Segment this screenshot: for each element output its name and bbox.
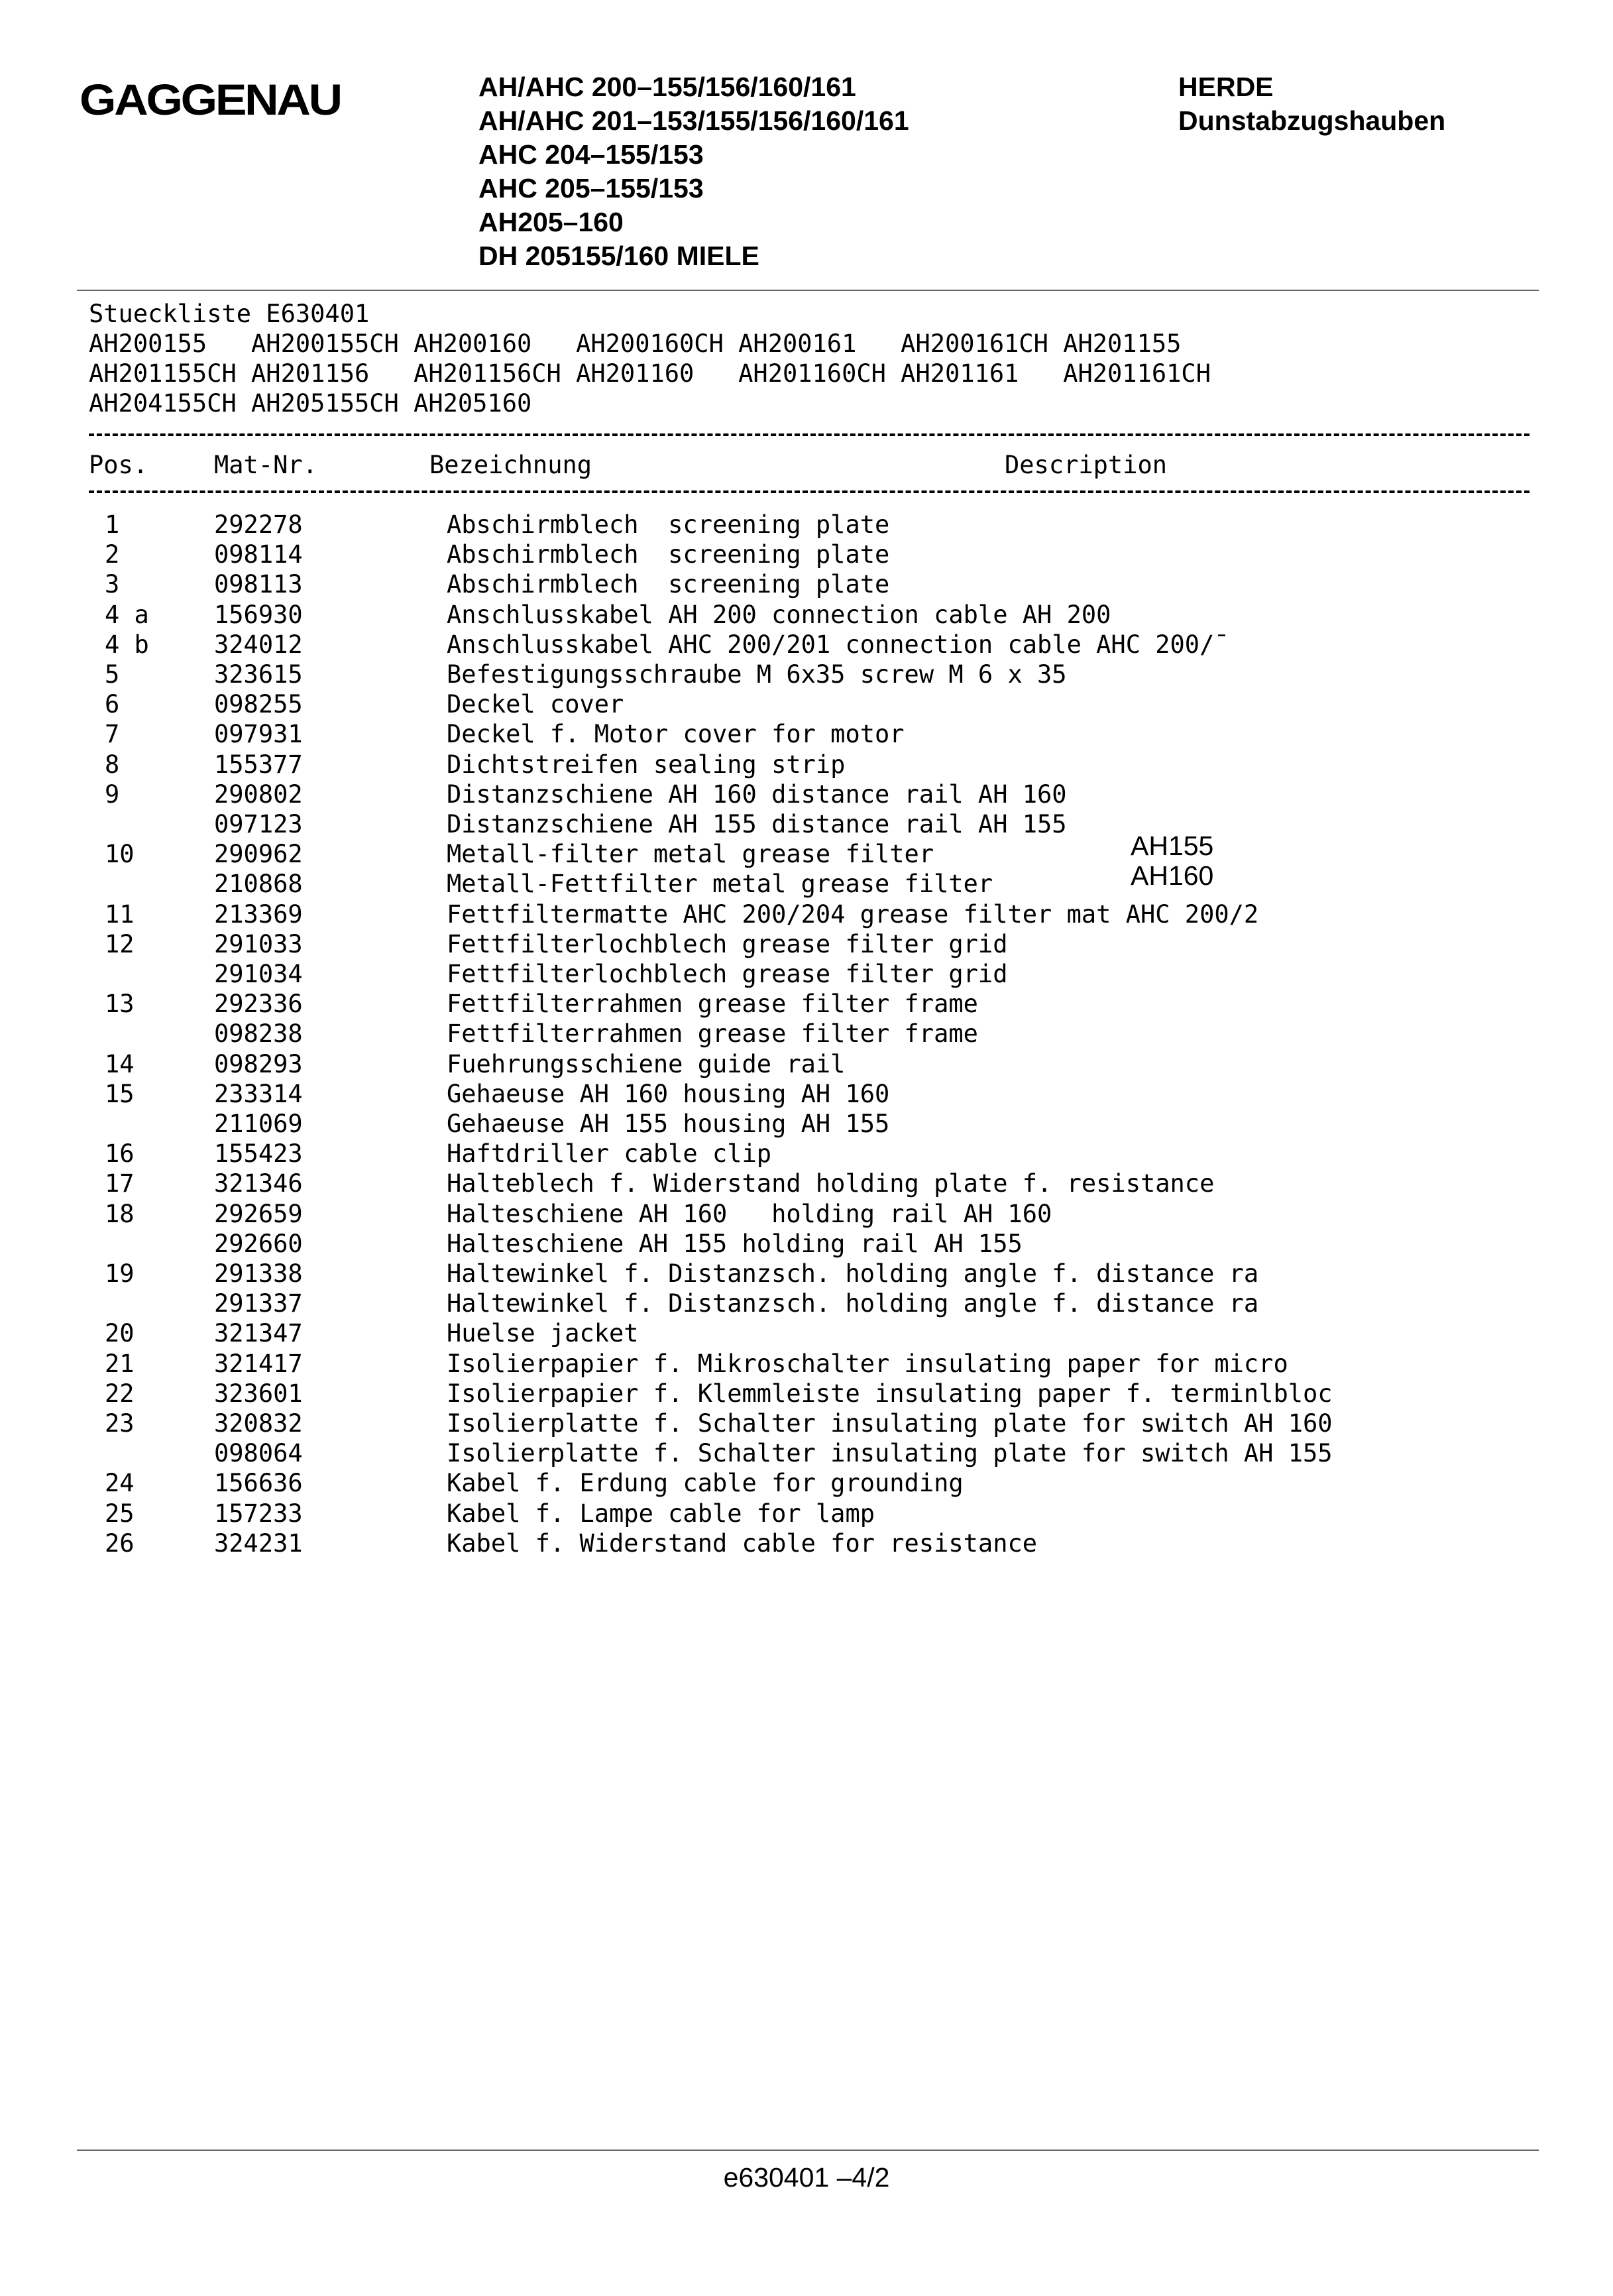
row-position: 26 (105, 1528, 135, 1558)
row-material-number: 292278 (214, 510, 303, 539)
row-description: Isolierpapier f. Klemmleiste insulating paper f. terminlbloc (447, 1379, 1333, 1408)
brand-logo: GAGGENAU (80, 75, 341, 124)
row-description: Halteschiene AH 155 holding rail AH 155 (447, 1229, 1023, 1258)
row-position: 17 (105, 1169, 135, 1198)
row-position: 1 (105, 510, 120, 539)
row-material-number: 324231 (214, 1528, 303, 1558)
row-position: 18 (105, 1199, 135, 1228)
row-material-number: 320832 (214, 1409, 303, 1438)
row-material-number: 291034 (214, 960, 303, 988)
row-position: 2 (105, 540, 120, 569)
column-header-bezeichnung: Bezeichnung (429, 451, 592, 479)
row-position: 21 (105, 1349, 135, 1378)
row-position: 23 (105, 1409, 135, 1438)
row-description: Halteblech f. Widerstand holding plate f. resistance (447, 1169, 1215, 1198)
column-header-description: Description (1005, 451, 1168, 479)
row-material-number: 097123 (214, 810, 303, 838)
row-description: Kabel f. Erdung cable for grounding (447, 1469, 964, 1498)
row-material-number: 292660 (214, 1229, 303, 1258)
row-description: Gehaeuse AH 160 housing AH 160 (447, 1079, 890, 1108)
row-description: Deckel cover (447, 690, 624, 719)
row-description: Haltewinkel f. Distanzsch. holding angle f. distance ra (447, 1259, 1259, 1288)
row-position: 14 (105, 1049, 135, 1078)
row-description: Gehaeuse AH 155 housing AH 155 (447, 1110, 890, 1138)
row-material-number: 211069 (214, 1110, 303, 1138)
page-reference: e630401 –4/2 (723, 2162, 890, 2193)
row-material-number: 323615 (214, 660, 303, 689)
row-material-number: 291338 (214, 1259, 303, 1288)
partslist-models-line: AH201155CH AH201156 AH201156CH AH201160 AH201160CH AH201161 AH201161CH (89, 359, 1211, 388)
row-position: 8 (105, 750, 120, 779)
row-description: Dichtstreifen sealing strip (447, 750, 846, 779)
row-description: Isolierpapier f. Mikroschalter insulating paper for micro (447, 1349, 1288, 1378)
row-description: Fettfilterrahmen grease filter frame (447, 1019, 978, 1049)
row-position: 19 (105, 1259, 135, 1288)
row-material-number: 098113 (214, 570, 303, 599)
row-description: Fettfilterlochblech grease filter grid (447, 929, 1008, 958)
row-material-number: 098238 (214, 1019, 303, 1049)
model-line: AH205–160 (478, 207, 624, 237)
row-position: 25 (105, 1499, 135, 1528)
row-description: Kabel f. Lampe cable for lamp (447, 1499, 875, 1528)
row-material-number: 155377 (214, 750, 303, 779)
partslist-models-line: AH204155CH AH205155CH AH205160 (89, 389, 532, 418)
dashed-separator (89, 490, 1530, 493)
row-description: Befestigungsschraube M 6x35 screw M 6 x 35 (447, 660, 1067, 689)
row-material-number: 292336 (214, 990, 303, 1019)
row-material-number: 210868 (214, 870, 303, 899)
model-list (478, 70, 909, 273)
column-header-pos: Pos. (89, 451, 148, 479)
filter-note-ah160: AH160 (1131, 860, 1214, 891)
row-material-number: 098064 (214, 1439, 303, 1468)
model-line: AH/AHC 201–153/155/156/160/161 (478, 105, 909, 136)
row-material-number: 292659 (214, 1199, 303, 1228)
row-position: 7 (105, 720, 120, 749)
row-description: Fettfiltermatte AHC 200/204 grease filter mat AHC 200/2 (447, 899, 1259, 929)
row-description: Distanzschiene AH 160 distance rail AH 160 (447, 779, 1067, 809)
row-description: Kabel f. Widerstand cable for resistance (447, 1528, 1038, 1558)
row-description: Isolierplatte f. Schalter insulating plate for switch AH 155 (447, 1439, 1333, 1468)
row-material-number: 323601 (214, 1379, 303, 1408)
row-position: 22 (105, 1379, 135, 1408)
row-position: 20 (105, 1319, 135, 1348)
row-position: 5 (105, 660, 120, 689)
row-description: Abschirmblech screening plate (447, 510, 890, 539)
category-subtitle: Dunstabzugshauben (1178, 105, 1446, 136)
model-line: DH 205155/160 MIELE (478, 241, 759, 271)
row-material-number: 098114 (214, 540, 303, 569)
row-material-number: 321417 (214, 1349, 303, 1378)
row-material-number: 321347 (214, 1319, 303, 1348)
row-material-number: 321346 (214, 1169, 303, 1198)
row-material-number: 290962 (214, 840, 303, 869)
row-material-number: 157233 (214, 1499, 303, 1528)
row-description: Fettfilterrahmen grease filter frame (447, 990, 978, 1019)
row-position: 10 (105, 840, 135, 869)
row-position: 16 (105, 1139, 135, 1169)
row-position: 24 (105, 1469, 135, 1498)
row-material-number: 213369 (214, 899, 303, 929)
row-position: 11 (105, 899, 135, 929)
row-description: Huelse jacket (447, 1319, 639, 1348)
footer-divider (77, 2150, 1539, 2151)
row-position: 13 (105, 990, 135, 1019)
row-description: Metall-filter metal grease filter (447, 840, 934, 869)
row-material-number: 098293 (214, 1049, 303, 1078)
row-description: Metall-Fettfilter metal grease filter (447, 870, 993, 899)
row-material-number: 097931 (214, 720, 303, 749)
row-description: Fettfilterlochblech grease filter grid (447, 960, 1008, 988)
dashed-separator (89, 433, 1530, 436)
row-material-number: 324012 (214, 630, 303, 659)
row-position: 6 (105, 690, 120, 719)
filter-note-ah155: AH155 (1131, 831, 1214, 861)
row-description: Fuehrungsschiene guide rail (447, 1049, 846, 1078)
row-description: Haltewinkel f. Distanzsch. holding angle f. distance ra (447, 1289, 1259, 1318)
row-description: Halteschiene AH 160 holding rail AH 160 (447, 1199, 1052, 1228)
row-description: Haftdriller cable clip (447, 1139, 772, 1169)
row-position: 4 a (105, 600, 149, 629)
row-position: 12 (105, 929, 135, 958)
row-position: 15 (105, 1079, 135, 1108)
header-divider (77, 290, 1539, 291)
row-position: 3 (105, 570, 120, 599)
row-description: Isolierplatte f. Schalter insulating plate for switch AH 160 (447, 1409, 1333, 1438)
row-position: 4 b (105, 630, 149, 659)
row-description: Distanzschiene AH 155 distance rail AH 155 (447, 810, 1067, 838)
row-position: 9 (105, 779, 120, 809)
row-description: Abschirmblech screening plate (447, 570, 890, 599)
category-title: HERDE (1178, 72, 1274, 102)
category-block (1178, 70, 1445, 138)
row-material-number: 290802 (214, 779, 303, 809)
model-line: AHC 205–155/153 (478, 173, 704, 203)
row-material-number: 156636 (214, 1469, 303, 1498)
row-material-number: 156930 (214, 600, 303, 629)
row-description: Deckel f. Motor cover for motor (447, 720, 905, 749)
column-header-mat: Mat-Nr. (214, 451, 317, 479)
row-material-number: 291033 (214, 929, 303, 958)
model-line: AH/AHC 200–155/156/160/161 (478, 72, 856, 102)
row-description: Anschlusskabel AH 200 connection cable AH 200 (447, 600, 1111, 629)
row-description: Abschirmblech screening plate (447, 540, 890, 569)
row-material-number: 155423 (214, 1139, 303, 1169)
partslist-title: Stueckliste E630401 (89, 300, 370, 328)
partslist-models-line: AH200155 AH200155CH AH200160 AH200160CH AH200161 AH200161CH AH201155 (89, 329, 1182, 358)
row-material-number: 233314 (214, 1079, 303, 1108)
model-line: AHC 204–155/153 (478, 139, 704, 170)
row-material-number: 291337 (214, 1289, 303, 1318)
row-material-number: 098255 (214, 690, 303, 719)
row-description: Anschlusskabel AHC 200/201 connection cable AHC 200/¯ (447, 630, 1229, 659)
